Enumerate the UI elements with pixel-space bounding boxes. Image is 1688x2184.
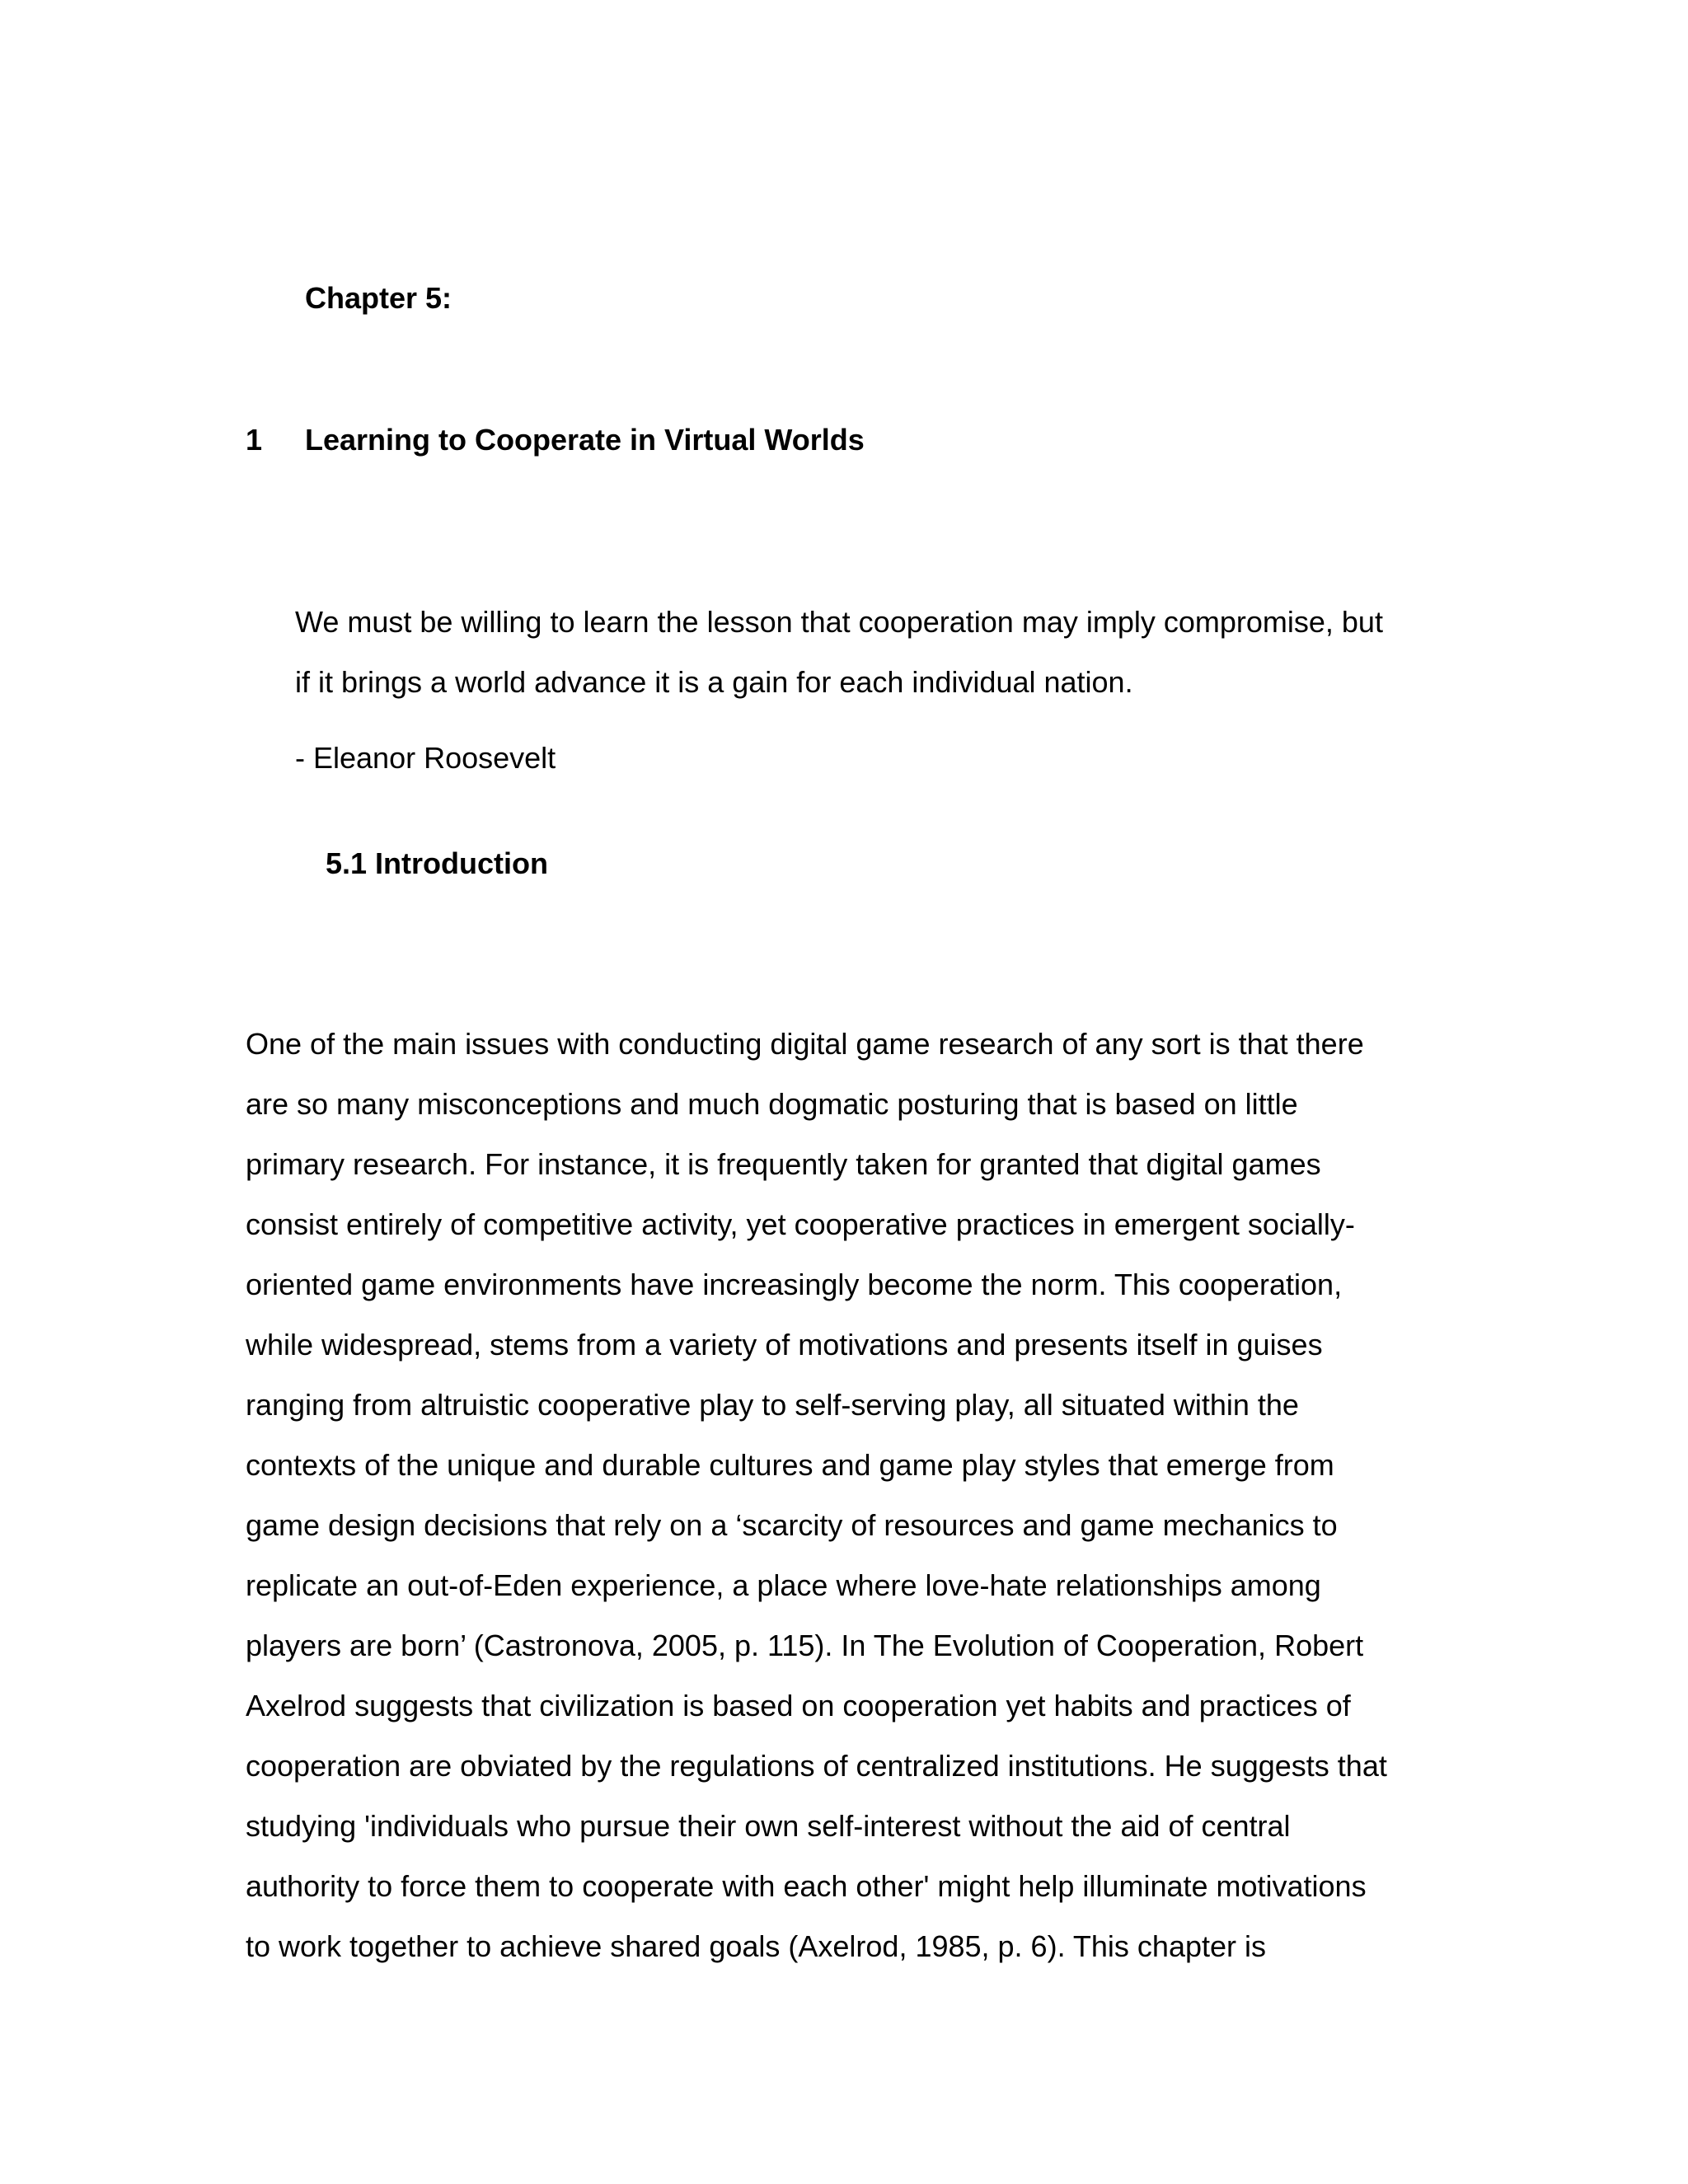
body-line: game design decisions that rely on a ‘scarcity of resources and game mechanics to	[246, 1508, 1338, 1542]
body-line: players are born’ (Castronova, 2005, p. 115). In The Evolution of Cooperation, Robert	[246, 1629, 1364, 1662]
epigraph-attribution: - Eleanor Roosevelt	[295, 741, 556, 775]
body-line: contexts of the unique and durable cultures and game play styles that emerge from	[246, 1448, 1334, 1482]
body-line: One of the main issues with conducting digital game research of any sort is that there	[246, 1027, 1364, 1061]
epigraph-quote	[295, 592, 1441, 712]
body-line: Axelrod suggests that civilization is based on cooperation yet habits and practices of	[246, 1689, 1351, 1722]
body-line: oriented game environments have increasingly become the norm. This cooperation,	[246, 1268, 1343, 1301]
body-line: authority to force them to cooperate with each other' might help illuminate motivations	[246, 1869, 1367, 1903]
body-line: are so many misconceptions and much dogmatic posturing that is based on little	[246, 1087, 1298, 1121]
section-title: Learning to Cooperate in Virtual Worlds	[305, 423, 865, 457]
body-line: studying 'individuals who pursue their own self-interest without the aid of central	[246, 1809, 1291, 1843]
body-line: cooperation are obviated by the regulations of centralized institutions. He suggests that	[246, 1749, 1387, 1783]
epigraph-line: We must be willing to learn the lesson that cooperation may imply compromise, but	[295, 605, 1383, 639]
subsection-heading: 5.1 Introduction	[326, 846, 548, 880]
body-line: replicate an out-of-Eden experience, a place where love-hate relationships among	[246, 1568, 1321, 1602]
section-heading	[246, 422, 865, 458]
epigraph-line: if it brings a world advance it is a gain for each individual nation.	[295, 665, 1133, 699]
body-line: ranging from altruistic cooperative play to self-serving play, all situated within the	[246, 1388, 1299, 1422]
body-line: while widespread, stems from a variety of motivations and presents itself in guises	[246, 1328, 1323, 1361]
chapter-label: Chapter 5:	[305, 281, 452, 315]
section-number: 1	[246, 423, 263, 457]
body-line: primary research. For instance, it is frequently taken for granted that digital games	[246, 1147, 1321, 1181]
body-line: consist entirely of competitive activity, yet cooperative practices in emergent socially-	[246, 1207, 1355, 1241]
body-paragraph	[246, 1014, 1449, 1976]
body-line: to work together to achieve shared goals (Axelrod, 1985, p. 6). This chapter is	[246, 1929, 1267, 1963]
